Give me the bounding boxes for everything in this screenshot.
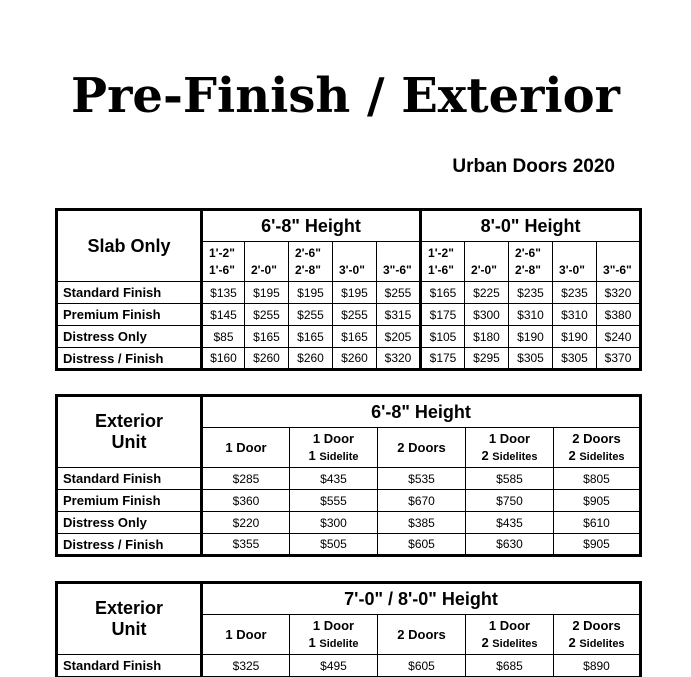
- price-cell: $195: [333, 282, 377, 304]
- price-cell: $305: [553, 348, 597, 370]
- price-cell: $255: [377, 282, 421, 304]
- table-row: [57, 348, 641, 370]
- exterior-unit-label: Exterior Unit: [57, 396, 202, 468]
- height-header-6-8: 6'-8" Height: [202, 210, 421, 242]
- unit-type-header: 2 Doors 2 Sidelites: [554, 615, 641, 655]
- price-cell: $285: [202, 468, 290, 490]
- price-cell: $385: [378, 512, 466, 534]
- price-cell: $310: [553, 304, 597, 326]
- unit-type-header: 2 Doors: [378, 428, 466, 468]
- price-cell: $190: [509, 326, 553, 348]
- size-header: 2'-0": [245, 242, 289, 282]
- price-cell: $255: [289, 304, 333, 326]
- price-cell: $220: [202, 512, 290, 534]
- row-label: Standard Finish: [57, 655, 202, 677]
- table-row: [57, 304, 641, 326]
- exterior-unit-7-0-table: [55, 581, 642, 677]
- row-label: Distress Only: [57, 326, 202, 348]
- height-header-8-0: 8'-0" Height: [421, 210, 641, 242]
- price-cell: $320: [597, 282, 641, 304]
- price-cell: $805: [554, 468, 641, 490]
- unit-type-header: 1 Door: [202, 615, 290, 655]
- price-cell: $750: [466, 490, 554, 512]
- price-cell: $195: [289, 282, 333, 304]
- brand-year: Urban Doors 2020: [452, 156, 615, 177]
- row-label: Premium Finish: [57, 304, 202, 326]
- price-cell: $105: [421, 326, 465, 348]
- price-cell: $355: [202, 534, 290, 556]
- price-cell: $160: [202, 348, 245, 370]
- table-row: [57, 468, 641, 490]
- price-cell: $85: [202, 326, 245, 348]
- price-cell: $905: [554, 490, 641, 512]
- table-row: [57, 655, 641, 677]
- table-row: [57, 512, 641, 534]
- row-label: Distress / Finish: [57, 348, 202, 370]
- price-cell: $260: [289, 348, 333, 370]
- price-cell: $505: [290, 534, 378, 556]
- price-cell: $165: [333, 326, 377, 348]
- height-header-6-8: 6'-8" Height: [202, 396, 641, 428]
- price-cell: $175: [421, 304, 465, 326]
- price-cell: $435: [290, 468, 378, 490]
- price-cell: $300: [290, 512, 378, 534]
- row-label: Distress / Finish: [57, 534, 202, 556]
- price-cell: $165: [421, 282, 465, 304]
- size-header: 3"-6": [377, 242, 421, 282]
- price-cell: $685: [466, 655, 554, 677]
- price-cell: $165: [289, 326, 333, 348]
- price-cell: $235: [553, 282, 597, 304]
- price-cell: $235: [509, 282, 553, 304]
- price-cell: $260: [333, 348, 377, 370]
- unit-type-header: 2 Doors: [378, 615, 466, 655]
- table-row: [57, 534, 641, 556]
- price-cell: $610: [554, 512, 641, 534]
- price-cell: $205: [377, 326, 421, 348]
- price-cell: $320: [377, 348, 421, 370]
- price-cell: $135: [202, 282, 245, 304]
- price-cell: $255: [333, 304, 377, 326]
- price-cell: $360: [202, 490, 290, 512]
- price-cell: $315: [377, 304, 421, 326]
- exterior-unit-label: Exterior Unit: [57, 583, 202, 655]
- size-header: 2'-0": [465, 242, 509, 282]
- price-cell: $165: [245, 326, 289, 348]
- row-label: Premium Finish: [57, 490, 202, 512]
- price-cell: $195: [245, 282, 289, 304]
- price-cell: $300: [465, 304, 509, 326]
- height-header-7-0-8-0: 7'-0" / 8'-0" Height: [202, 583, 641, 615]
- row-label: Standard Finish: [57, 282, 202, 304]
- price-cell: $175: [421, 348, 465, 370]
- price-cell: $190: [553, 326, 597, 348]
- price-cell: $555: [290, 490, 378, 512]
- slab-only-label: Slab Only: [57, 210, 202, 282]
- price-cell: $255: [245, 304, 289, 326]
- row-label: Standard Finish: [57, 468, 202, 490]
- price-cell: $605: [378, 655, 466, 677]
- size-header: 3"-6": [597, 242, 641, 282]
- price-cell: $585: [466, 468, 554, 490]
- page-title: Pre-Finish / Exterior: [71, 68, 620, 124]
- price-cell: $225: [465, 282, 509, 304]
- price-cell: $380: [597, 304, 641, 326]
- price-cell: $240: [597, 326, 641, 348]
- price-cell: $295: [465, 348, 509, 370]
- unit-type-header: 2 Doors 2 Sidelites: [554, 428, 641, 468]
- price-cell: $180: [465, 326, 509, 348]
- price-cell: $630: [466, 534, 554, 556]
- table-row: [57, 326, 641, 348]
- price-cell: $605: [378, 534, 466, 556]
- size-header: 3'-0": [333, 242, 377, 282]
- table-row: [57, 490, 641, 512]
- price-cell: $260: [245, 348, 289, 370]
- exterior-unit-6-8-table: [55, 394, 642, 557]
- slab-price-table: [55, 208, 642, 371]
- unit-type-header: 1 Door: [202, 428, 290, 468]
- price-cell: $145: [202, 304, 245, 326]
- price-cell: $325: [202, 655, 290, 677]
- unit-type-header: 1 Door 2 Sidelites: [466, 615, 554, 655]
- price-cell: $305: [509, 348, 553, 370]
- price-cell: $435: [466, 512, 554, 534]
- price-cell: $890: [554, 655, 641, 677]
- size-header: 1'-2" 1'-6": [421, 242, 465, 282]
- size-header: 2'-6" 2'-8": [509, 242, 553, 282]
- size-header: 2'-6" 2'-8": [289, 242, 333, 282]
- size-header: 3'-0": [553, 242, 597, 282]
- table-row: [57, 282, 641, 304]
- size-header: 1'-2" 1'-6": [202, 242, 245, 282]
- price-cell: $495: [290, 655, 378, 677]
- row-label: Distress Only: [57, 512, 202, 534]
- price-cell: $905: [554, 534, 641, 556]
- unit-type-header: 1 Door 1 Sidelite: [290, 428, 378, 468]
- price-cell: $370: [597, 348, 641, 370]
- price-cell: $670: [378, 490, 466, 512]
- unit-type-header: 1 Door 1 Sidelite: [290, 615, 378, 655]
- unit-type-header: 1 Door 2 Sidelites: [466, 428, 554, 468]
- price-cell: $535: [378, 468, 466, 490]
- price-cell: $310: [509, 304, 553, 326]
